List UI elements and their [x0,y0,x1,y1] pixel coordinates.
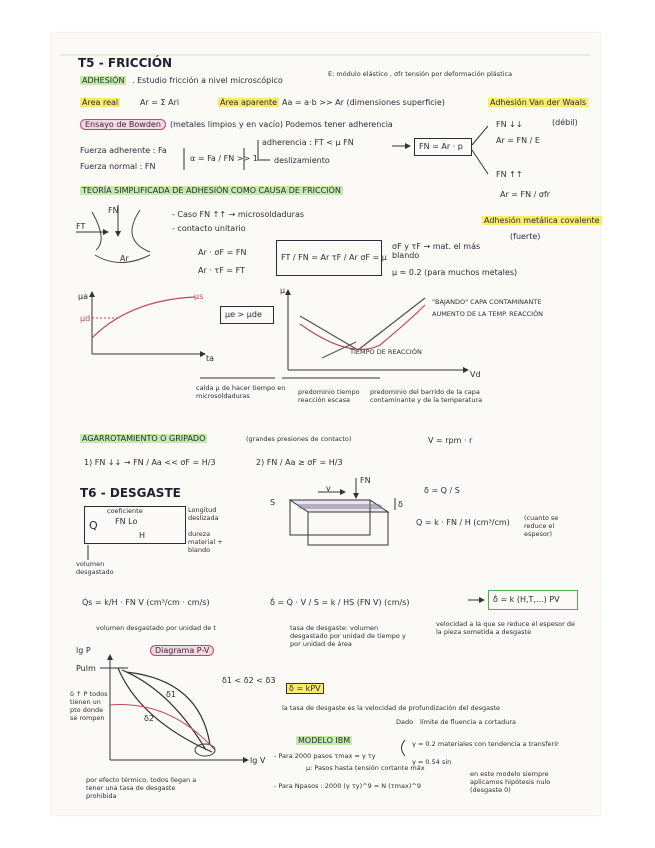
ptp-note: δ ↑ P todos tienen un pto donde se rompen [70,690,108,722]
mu-cmp-box [220,306,274,324]
kpv-desc: la tasa de desgaste es la velocidad de profundización del desgaste [282,704,501,712]
d2-label: δ2 [144,714,154,723]
agarrotamiento-heading: AGARROTAMIENTO O GRIPADO [82,434,206,443]
delta-label: δ [398,500,403,509]
area-real-eq: Ar = Σ Ari [140,98,180,107]
vdw-case-1-note: (débil) [552,118,578,127]
en-este-note: en este modelo siempre aplicamos hipótesis nulo (desgaste 0) [470,770,551,794]
volumen-note: volumen desgastado [76,560,114,576]
gamma-note: γ = 0.2 materiales con tendencia a transferir [412,740,559,748]
longitud-note: Longitud deslizada [188,506,219,522]
velocidad-note: velocidad a la que se reduce el espesor de la pieza sometida a desgaste [436,620,575,636]
pulm-label: Pulm [76,664,96,673]
adhesion-desc: . Estudio fricción a nivel microscópico [132,76,283,85]
agarrotamiento-note: (grandes presiones de contacto) [246,435,352,443]
t5-title: T5 - FRICCIÓN [78,56,173,70]
sigma-tau-note: σF y τF → mat. el más blando [392,242,481,260]
mu-a-axis: μa [78,292,88,301]
vol-note: volumen desgastado por unidad de t [96,624,216,632]
q-box [84,506,186,544]
vd-axis: Vd [470,370,481,379]
alpha-eq: α = Fa / FN >> 1 [190,154,258,163]
tiempo-reaccion: TIEMPO DE REACCIÓN [350,348,422,356]
mu-cmp: μe > μde [225,310,262,319]
bowden-label: Ensayo de Bowden [80,120,166,129]
predominio-2: predominio del barrido de la capa contaminante y de la temperatura [370,388,483,404]
mu-s-label: μs [194,292,204,301]
kpv-eq: δ = kPV [286,684,324,693]
lg-p-axis: lg P [76,646,91,655]
fn-label: FN [360,476,371,485]
eq-ar-tau: Ar · τF = FT [198,266,245,275]
modelo-label: MODELO IBM [298,736,351,745]
vdw-case-1-eq: Ar = FN / E [496,136,540,145]
t6-title: T6 - DESGASTE [80,486,181,500]
tasa-note: tasa de desgaste: volumen desgastado por unidad de tiempo y por unidad de área [290,624,406,648]
diagrama-label: Diagrama P-V [150,646,214,655]
bowden-desc: (metales limpios y en vacío) Podemos tener adherencia [170,120,393,129]
area-real-label: Área real [82,98,119,107]
fn-eq-box [414,138,472,156]
fig-ft-label: FT [76,222,86,231]
area-aparente-eq: Aa = a·b >> Ar (dimensiones superficie) [282,98,445,107]
teoria-heading: TEORÍA SIMPLIFICADA DE ADHESIÓN COMO CAUSA DE FRICCIÓN [82,186,341,195]
lg-v-axis: lg V [250,756,266,765]
fn-eq: FN = Ar · p [419,142,463,151]
s-label: S [270,498,276,507]
fig-fn-label: FN [108,206,119,215]
q-symbol: Q [89,519,98,532]
contacto-text: - contacto unitario [172,224,246,233]
delta-dot-eq: δ̇ = Q̇ · V / S = k / HS (FN V) (cm/s) [270,598,410,607]
dado-label: Dado [396,718,414,726]
limite-note: límite de fluencia a cortadura [420,718,517,726]
mu-pasos-note: μ: Pasos hasta tensión cortante máx [306,764,425,772]
vdw-case-1: FN ↓↓ [496,120,523,129]
moduli-note: E: módulo elástico , σfr tensión por deformación plástica [328,70,513,78]
agarr-case-1: 1) FN ↓↓ → FN / Aa << σF = H/3 [84,458,216,467]
area-aparente-label: Área aparente [220,98,277,107]
mu-axis: μ [280,286,286,295]
adhesion-label: ADHESIÓN [82,76,125,85]
paramax-text: - Para Npasos : 2000 (γ τy)^9 = N (τmax)^9 [274,782,421,790]
mu-note: μ ≈ 0.2 (para muchos metales) [392,268,518,277]
delta-ineq: δ1 < δ2 < δ3 [222,676,276,685]
deslizamiento-text: deslizamiento [274,156,330,165]
agarr-case-2: 2) FN / Aa ≥ σF = H/3 [256,458,343,467]
predominio-1: predominio tiempo reacción escasa [298,388,360,404]
fuerza-normal: Fuerza normal : FN [80,162,156,171]
delta-eq: δ = Q / S [424,486,460,495]
caida-mu-note: caída μ de hacer tiempo en microsoldaduras [196,384,286,400]
h-symbol: H [139,531,146,540]
adherencia-text: adherencia : FT < μ FN [262,138,354,147]
vdw-label: Adhesión Van der Waals [490,98,587,107]
v-label: v [326,484,331,493]
delta-k-eq: δ̇ = k (H,T,...) PV [493,595,560,604]
eq-ar-sigma: Ar · σF = FN [198,248,247,257]
bajando-note: "BAJANDO" CAPA CONTAMINANTE [432,298,542,306]
eq-ratio: FT / FN = Ar τF / Ar σF = μ [281,253,387,262]
mu-d-label: μd [80,314,91,323]
coef-label: coeficiente [107,507,143,515]
qdot-eq: Q̇s = k/H · FN V (cm³/cm · cm/s) [82,598,210,607]
q-eq: Q = k · FN / H (cm³/cm) [416,518,510,527]
fuerza-adherente: Fuerza adherente : Fa [80,146,167,155]
delta-k-box [488,590,578,610]
ta-axis: ta [206,354,215,363]
metal-label: Adhesión metálica covalente [484,216,600,225]
vdw-case-2-eq: Ar = FN / σfr [500,190,551,199]
gamma2-note: γ = 0.54 sin [412,758,452,766]
fig-ar-label: Ar [120,254,129,263]
fn-lo: FN Lo [115,517,138,526]
dureza-note: dureza material + blando [188,530,223,554]
ratio-box [276,240,387,276]
efecto-note: por efecto térmico, todos llegan a tener una tasa de desgaste prohibida [86,776,197,800]
caso-text: - Caso FN ↑↑ → microsoldaduras [172,210,305,219]
v-eq: V = rpm · r [428,436,473,445]
q-note: (cuanto se reduce el espesor) [524,514,559,538]
para2000-text: - Para 2000 pasos τmax ≈ γ τy [274,752,376,760]
d1-label: δ1 [166,690,176,699]
vdw-case-2: FN ↑↑ [496,170,523,179]
aumento-note: AUMENTO DE LA TEMP. REACCIÓN [432,310,544,318]
metal-note: (fuerte) [510,232,541,241]
